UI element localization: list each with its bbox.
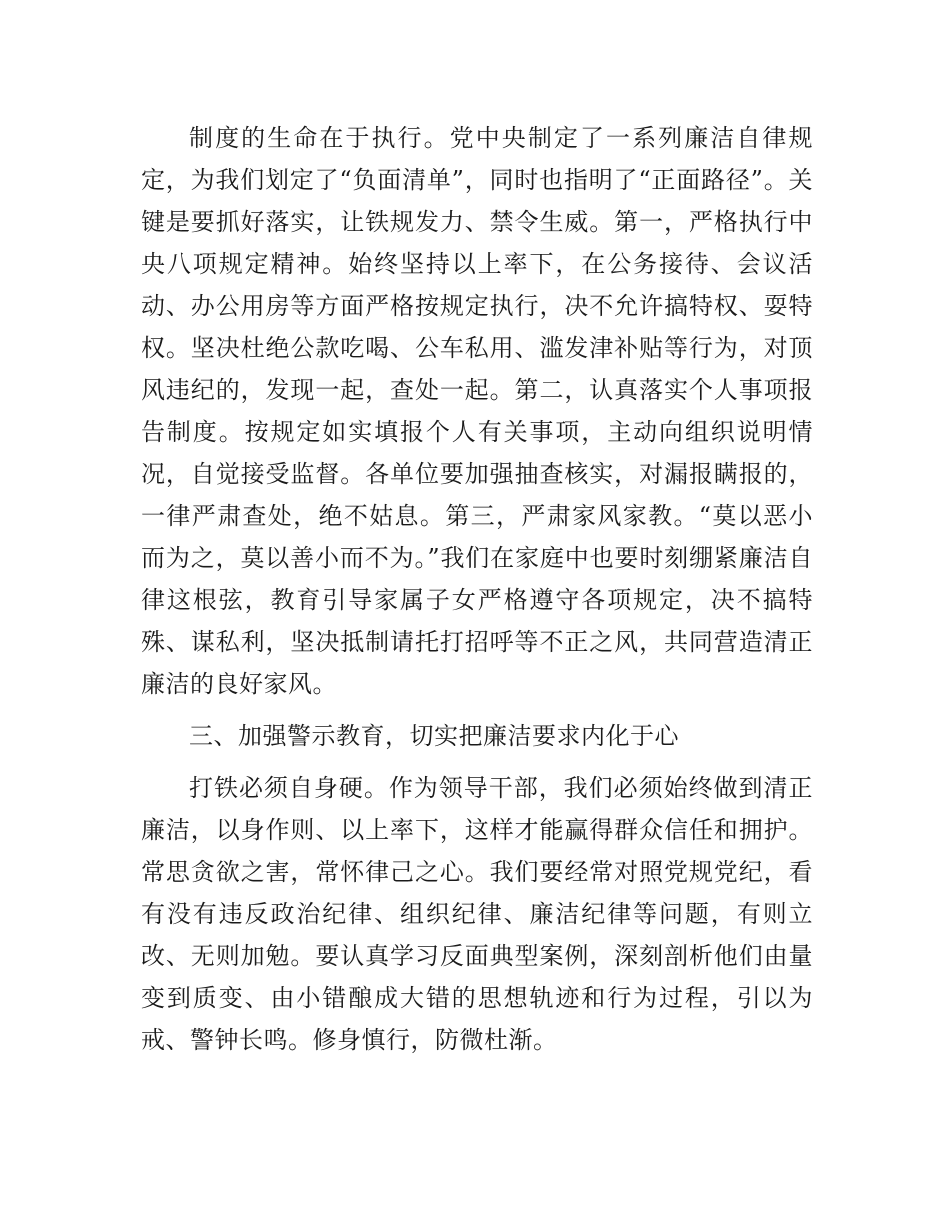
paragraph-warning-education: 打铁必须自身硬。作为领导干部，我们必须始终做到清正廉洁，以身作则、以上率下，这样才能赢得群众信任和拥护。常思贪欲之害，常怀律己之心。我们要经常对照党规党纪，看有没有违反政治纪律、组织纪律、廉洁纪律等问题，有则立改、无则加勉。要认真学习反面典型案例，深刻剖析他们由量变到质变、由小错酿成大错的思想轨迹和行为过程，引以为戒、警钟长鸣。修身慎行，防微杜渐。 xyxy=(141,774,813,1054)
section-heading: 三、加强警示教育，切实把廉洁要求内化于心 xyxy=(189,722,679,750)
paragraph-discipline-enforcement: 制度的生命在于执行。党中央制定了一系列廉洁自律规定，为我们划定了“负面清单”，同时也指明了“正面路径”。关键是要抓好落实，让铁规发力、禁令生威。第一，严格执行中央八项规定精神。始终坚持以上率下，在公务接待、会议活动、办公用房等方面严格按规定执行，决不允许搞特权、耍特权。坚决杜绝公款吃喝、公车私用、滥发津补贴等行为，对顶风违纪的，发现一起，查处一起。第二，认真落实个人事项报告制度。按规定如实填报个人有关事项，主动向组织说明情况，自觉接受监督。各单位要加强抽查核实，对漏报瞒报的，一律严肃查处，绝不姑息。第三，严肃家风家教。“莫以恶小而为之，莫以善小而不为。”我们在家庭中也要时刻绷紧廉洁自律这根弦，教育引导家属子女严格遵守各项规定，决不搞特殊、谋私利，坚决抵制请托打招呼等不正之风，共同营造清正廉洁的良好家风。 xyxy=(141,124,813,698)
document-body xyxy=(141,117,813,1061)
